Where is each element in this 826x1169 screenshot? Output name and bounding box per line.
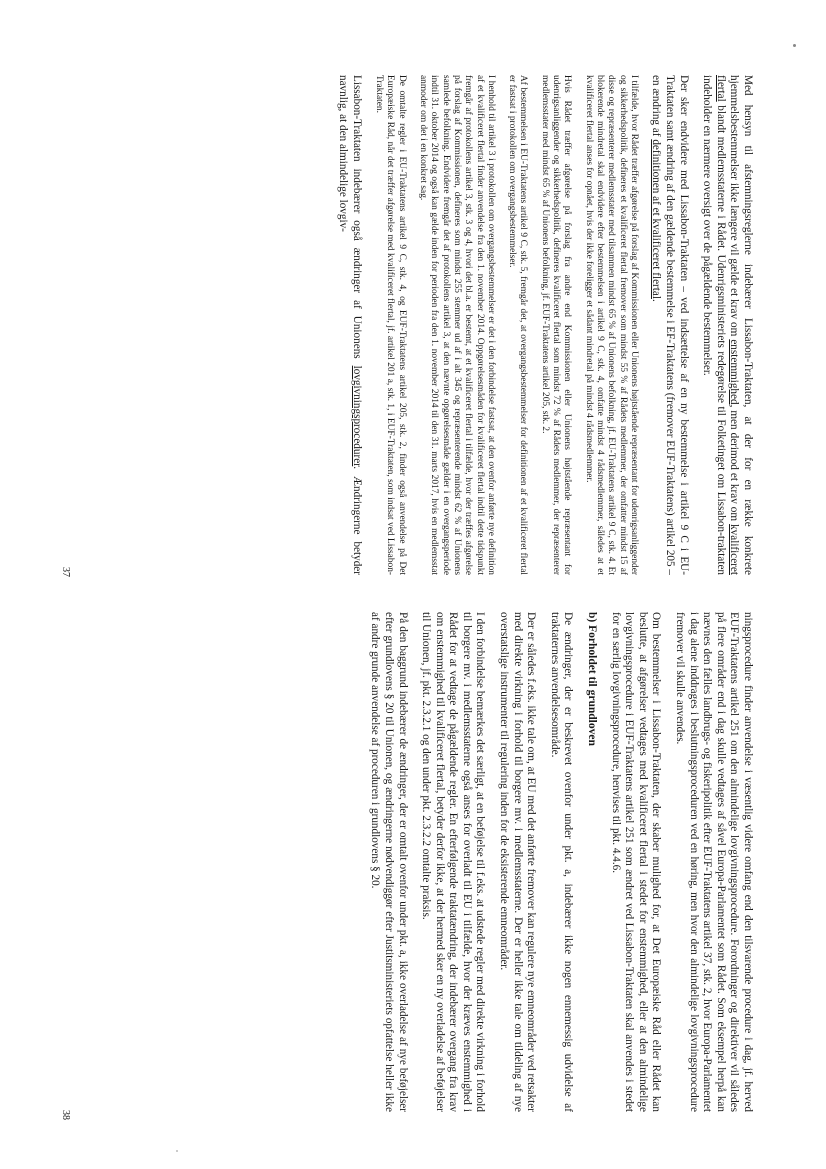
- underlined-term: definitionen af et kvalificeret flertal: [650, 139, 663, 299]
- paragraph: De ændringer, der er beskrevet ovenfor under pkt. a, indebærer ikke nogen ennemessig udvidelse af traktaternes anvendelsesområde.: [548, 612, 575, 1112]
- page-number: 37: [60, 567, 71, 577]
- paragraph: På den baggrund indebærer de ændringer, der er omtalt ovenfor under pkt. a, ikke overladelse af nye beføjelser efter grundlovens § 20 til Unionen, og ændringerne nødvendiggør efter Justitsministeriets opfattelse heller ikke af andre grunde anvendelse af proceduren i grundlovens § 20.: [369, 612, 409, 1112]
- paragraph: De omtalte regler i EU-Traktatens artikel 9 C, stk. 4, og EUF-Traktatens artikel 205, stk. 2, finder også anvendelse på Det Europæiske Råd, når det træffer afgørelse med kvalificeret flertal, jf. artikel 201 a, stk. 1, i EUF-Traktaten, som indsat ved Lissabon-Traktaten.: [374, 75, 407, 575]
- paragraph: I henhold til artikel 3 i protokollen om overgangsbestemmelser er det i den forbindelse fastsat, at den ovenfor anførte nye definition af et kvalificeret flertal finder anvendelse fra den 1. november 2014. Oppgørelsesmåden for kvalificeret flertal indtil dette tidspunkt fremgår af protokollens artikel 3, stk. 3 og 4, hvori det bl.a. er bestemt, at et kvalificeret flertal i tilfælde, hvor der træffes afgørelse på forslag af Kommissionen, defineres som mindst 255 stemmer ud af i alt 345 og repræsenterende mindst 62 % af Unionens samlede befolkning. Endvidere fremgår det af protokollens artikel 3, at den nævnte opgørelsesmåde gælder i en overgangsperiode indtil 31. oktober 2014 og også kan gælde inden for perioden fra den 1. november 2014 til den 31. marts 2017, hvis en medlemsstat anmoder om det i en konkret sag.: [418, 75, 496, 575]
- paragraph: ningsprocedure finder anvendelse i væsentlig videre omfang end den tilsvarende procedure i dag, jf. herved EUF-Traktatens artikel 251 om den almindelige lovgivningsprocedure. Forordninger og direktiver vil således på flere områder end i dag skulle vedtages af såvel Europa-Parlamentet som Rådet. Som eksempel herpå kan nævnes den fælles landbrugs- og fiskeripolitik efter EUF-Traktatens artikel 37, stk. 2, hvor Europa-Parlamentet i dag alene inddrages i beslutningsproceduren ved en høring, men hvor den almindelige lovgivningsprocedure fremover vil skulle anvendes.: [674, 612, 754, 1112]
- page-number: 38: [60, 1110, 71, 1120]
- paragraph: Der er således f.eks. ikke tale om, at EU med det anførte fremover kan regulere nye emneområder ved retsakter med direkte virkning i forhold til borgere mv. i medlemsstaterne. Der er heller ikke tale om tildeling af nye overstatslige instrumenter til regulering inden for de eksisterende emneområder.: [498, 612, 538, 1112]
- paragraph: Med hensyn til afstemningsreglerne indebærer Lissabon-Traktaten, at der for en række konkrete hjemmelsbestemmelser ikke længere vil gælde et krav om enstemmighed, men derimod et krav om kvalificeret flertal blandt medlemsstaterne i Rådet. Udenrigsministeriets redegørelse til Folketinget om Lissabon-traktaten indeholder en nærmere oversigt over de pågældende bestemmelser.: [701, 75, 754, 575]
- paragraph: Der sker endvidere med Lissabon-Traktaten – ved indsættelse af en ny bestemmelse i artikel 9 C i EU-Traktaten samt ændring af den gældende bestemmelse i EF-Traktatens (fremover EUF-Traktatens) artikel 205 – en ændring af definitionen af et kvalificeret flertal.: [650, 75, 690, 575]
- underlined-term: enstemmighed: [728, 339, 741, 405]
- right-page: [358, 612, 754, 1112]
- underlined-term: lovgivningsprocedurer: [350, 365, 363, 467]
- scan-speck: [176, 1150, 178, 1152]
- paragraph: I tilfælde, hvor Rådet træffer afgørelse på forslag af Kommissionen eller Unionens højtstående repræsentant for udenrigsanliggender og sikkerhedspolitik, defineres et kvalificeret flertal fremover som mindst 55 % af Rådets medlemmer, der omfatter mindst 15 af disse og repræsenterer medlemsstater med tilsammen mindst 65 % af Unionens befolkning, jf. EU-Traktatens artikel 9 C, stk. 4. Et blokerende mindretal skal endvidere efter bestemmelsen i artikel 9 C, stk. 4, omfatte mindst 4 rådsmedlemmer, således at et kvalificeret flertal anses for opnået, hvis der ikke foreligger et sådant mindretal på mindst 4 rådsmedlemmer.: [583, 75, 639, 575]
- paragraph: Hvis Rådet træffer afgørelse på forslag fra andre end Kommissionen eller Unionens højtstående repræsentant for udenrigsanliggender og sikkerhedspolitik, defineres kvalificeret flertal som mindst 72 % af Rådets medlemmer, der repræsenterer medlemsstater med mindst 65 % af Unionens befolkning, jf. EUF-Traktatens artikel 205, stk. 2.: [539, 75, 573, 575]
- left-page: [326, 75, 754, 575]
- section-heading: b) Forholdet til grundloven: [586, 612, 599, 746]
- paragraph: Om bestemmelser i Lissabon-Traktaten, der skaber mulighed for, at Det Europæiske Råd eller Rådet kan beslutte, at afgørelser vedtages med kvalificeret flertal i stedet for enstemmighed, eller at den almindelige lovgivningsprocedure i EUF-Traktatens artikel 251 som ændret ved Lissabon-Traktaten skal anvendes i stedet for en særlig lovgivningsprocedure, henvises til pkt. 4.4.6.: [609, 612, 663, 1112]
- underlined-term: kvalificeret flertal: [714, 75, 741, 575]
- paragraph: Lissabon-Traktaten indebærer også ændringer af Unionens lovgivningsprocedurer. Ændringerne betyder navnlig, at den almindelige lovgiv-: [337, 75, 363, 575]
- paragraph: I den forbindelse bemærkes det særligt, at en beføjelse til f.eks. at udstede regler med direkte virkning i forhold til borgere mv. i medlemsstaterne også anses for overladt til EU i tilfælde, hvor der kræves enstemmighed i Rådet for at vedtage de pågældende regler. En efterfølgende traktatændring, der indebærer overgang fra krav om enstemmighed til kvalificeret flertal, betyder derfor ikke, at der hermed sker en ny overladelse af beføjelser til Unionen, jf. pkt. 2.3.2.1 og den under pkt. 2.3.2.2 omtalte praksis.: [420, 612, 487, 1112]
- scan-speck: [793, 44, 796, 47]
- paragraph: Af bestemmelsen i EU-Traktatens artikel 9 C, stk. 5, fremgår det, at overgangsbestemmelser for definitionen af et kvalificeret flertal er fastsat i protokollen om overgangsbestemmelser.: [507, 75, 529, 575]
